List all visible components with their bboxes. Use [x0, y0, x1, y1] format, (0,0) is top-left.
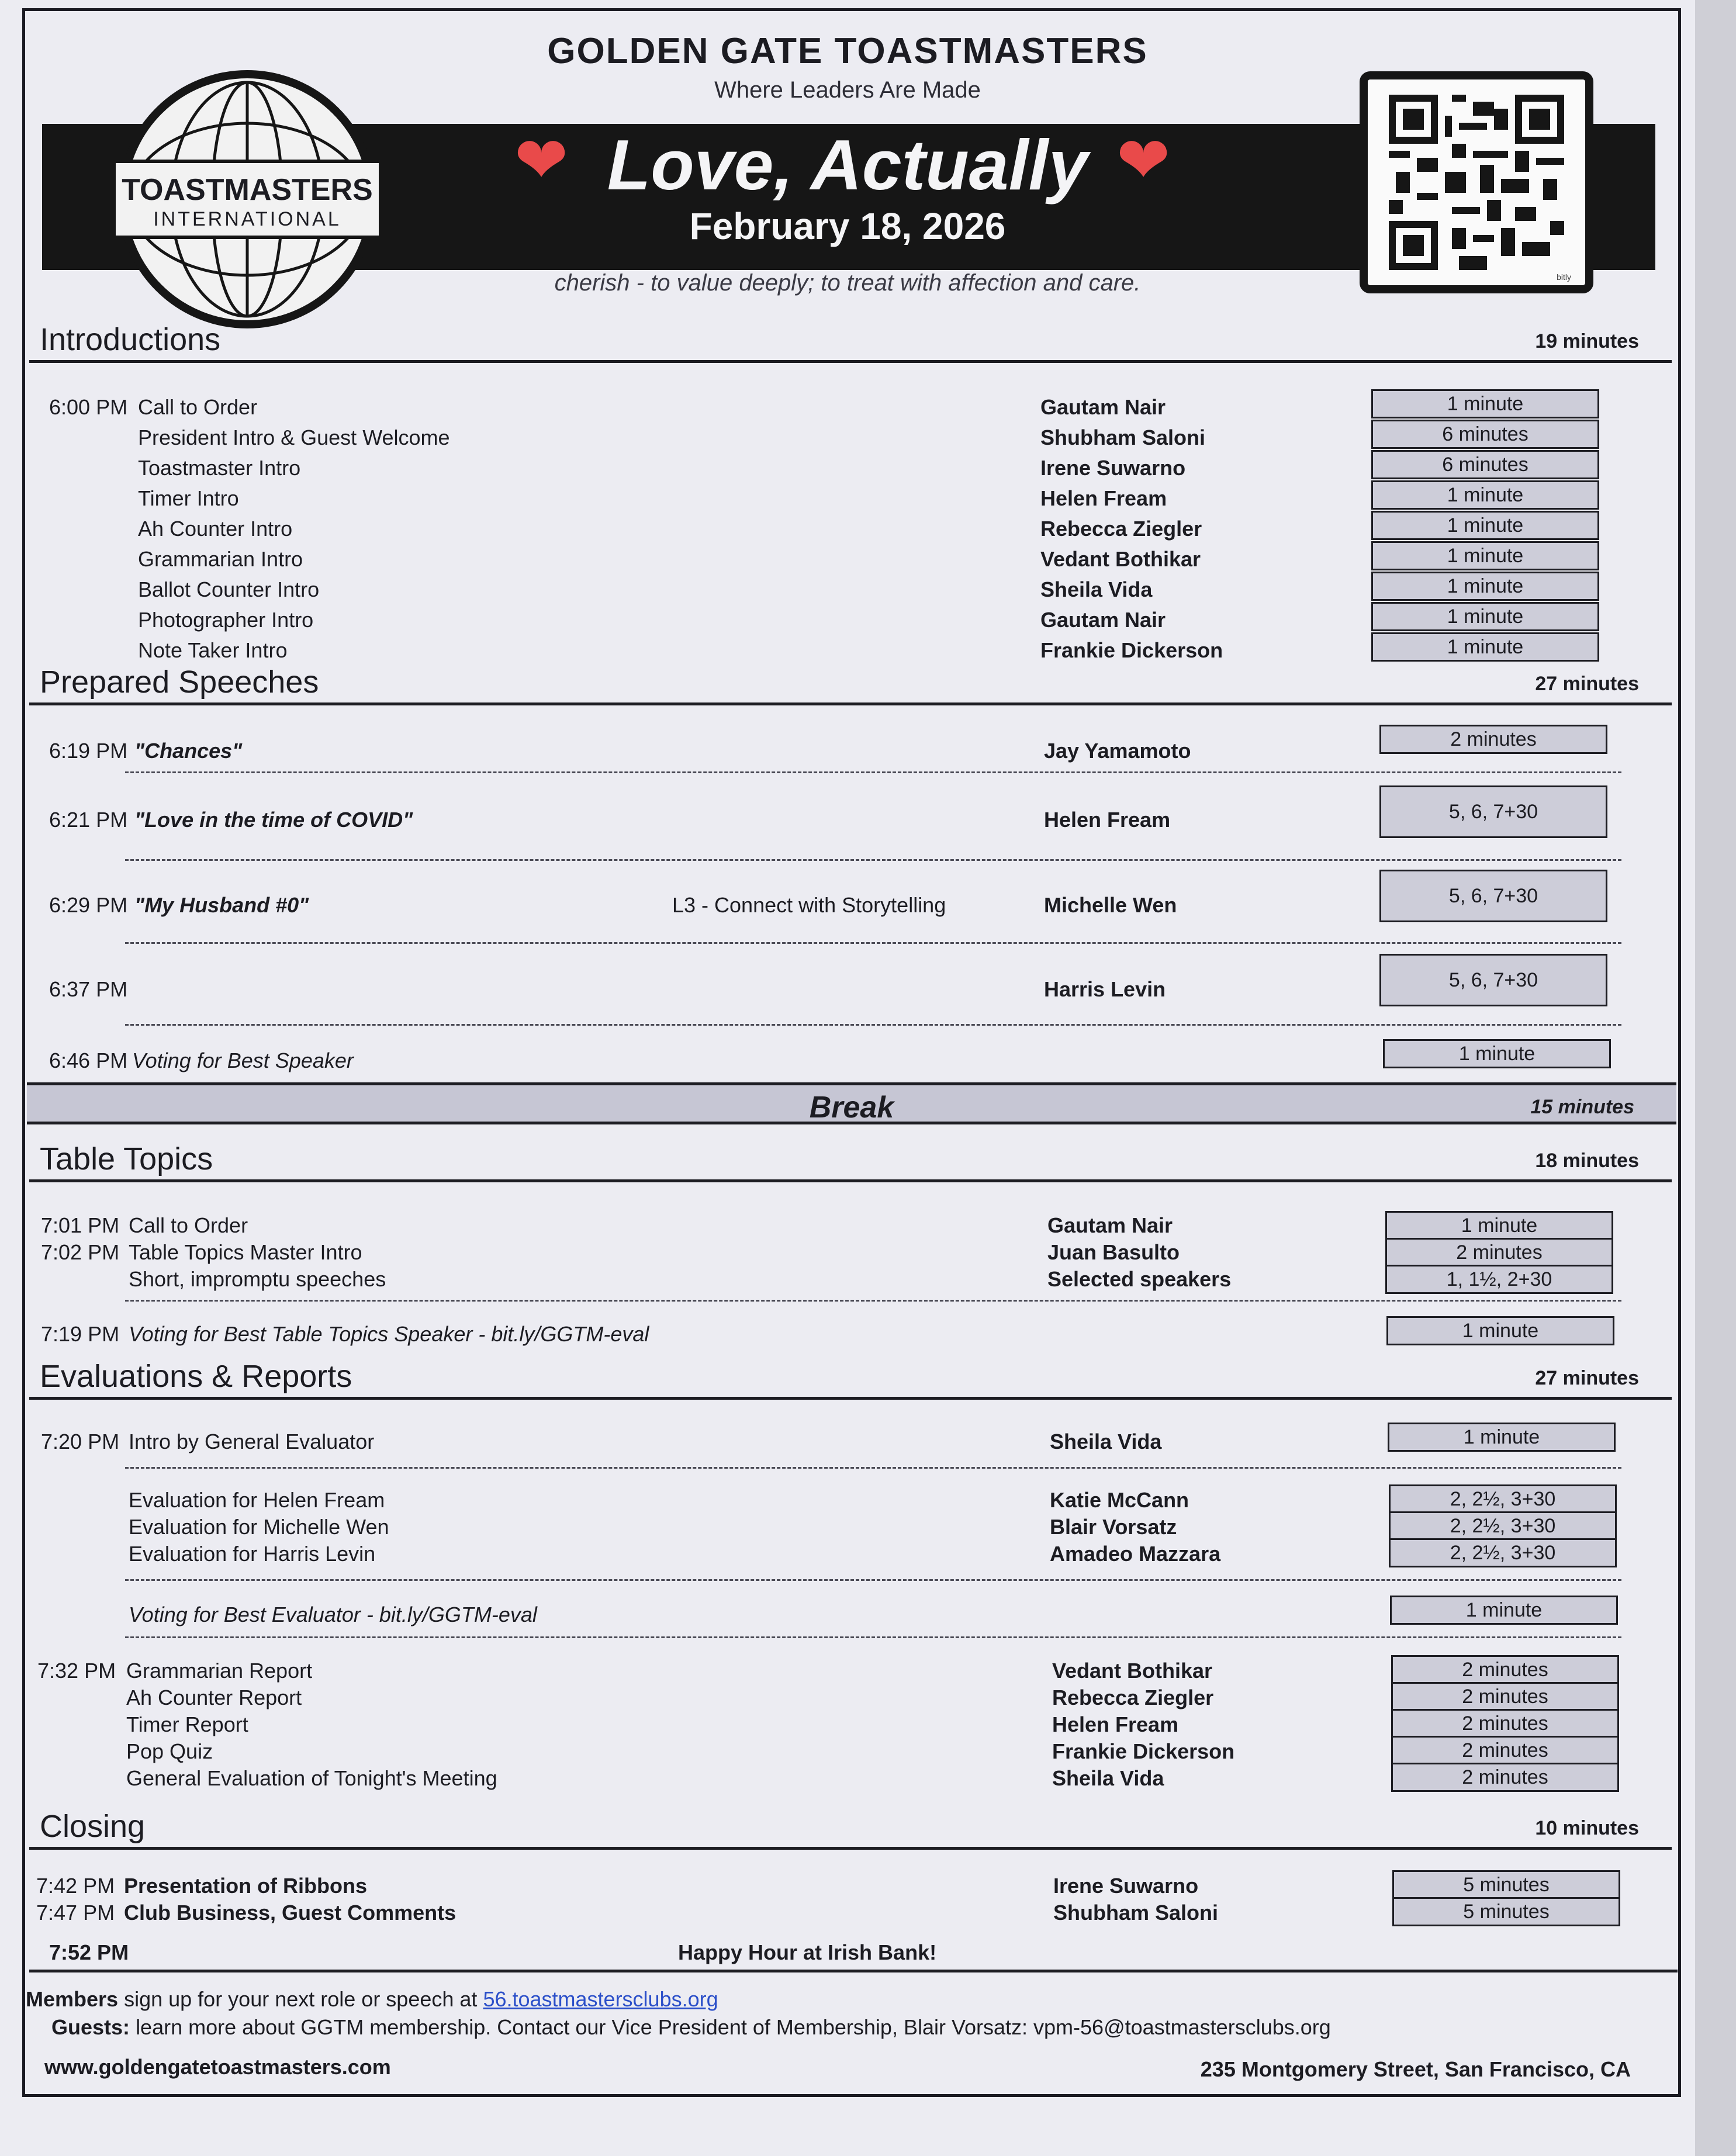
row-name: Rebecca Ziegler [1040, 517, 1202, 541]
row-name: Katie McCann [1050, 1488, 1189, 1512]
logo-word-bottom: INTERNATIONAL [153, 208, 341, 230]
members-text: sign up for your next role or speech at [124, 1987, 478, 2011]
meeting-date: February 18, 2026 [689, 205, 1006, 247]
row-name: Blair Vorsatz [1050, 1515, 1177, 1539]
row-name: Gautam Nair [1040, 608, 1166, 632]
time-allotment-box: 1 minute [1371, 511, 1599, 540]
section-title: Evaluations & Reports [40, 1359, 352, 1394]
section-title: Introductions [40, 322, 221, 357]
word-of-the-day: cherish - to value deeply; to treat with affection and care. [554, 270, 1141, 296]
time-allotment-box: 2 minutes [1379, 725, 1607, 754]
time-allotment-box: 1 minute [1371, 389, 1599, 418]
row-name: Sheila Vida [1052, 1766, 1164, 1790]
members-link[interactable]: 56.toastmastersclubs.org [483, 1987, 718, 2011]
toastmasters-logo [116, 68, 379, 331]
footer-members [26, 1987, 1678, 2012]
row-time: 7:42 PM [36, 1874, 115, 1898]
section-table-topics [29, 1142, 1678, 1182]
dashed-divider [125, 1300, 1621, 1302]
time-allotment-box: 1 minute [1371, 632, 1599, 662]
footer-rule [29, 1970, 1678, 1972]
section-duration: 10 minutes [1535, 1817, 1639, 1839]
row-time: 7:47 PM [36, 1901, 115, 1925]
row-time: 6:19 PM [49, 739, 128, 763]
row-item: Presentation of Ribbons [124, 1874, 368, 1898]
time-allotment-box: 1, 1½, 2+30 [1385, 1265, 1613, 1294]
row-name: Rebecca Ziegler [1052, 1686, 1214, 1709]
row-item: Toastmaster Intro [138, 456, 301, 480]
section-rule [29, 702, 1672, 705]
time-allotment-box: 2 minutes [1391, 1682, 1619, 1711]
section-rule [29, 1397, 1672, 1400]
time-allotment-box: 6 minutes [1371, 420, 1599, 449]
row-time: 6:21 PM [49, 808, 128, 832]
row-name: Helen Fream [1040, 486, 1167, 510]
break-duration: 15 minutes [1530, 1096, 1634, 1118]
dashed-divider [125, 771, 1621, 773]
section-duration: 27 minutes [1535, 1367, 1639, 1389]
time-allotment-box: 1 minute [1371, 541, 1599, 570]
row-name: Frankie Dickerson [1052, 1739, 1235, 1763]
row-name: Sheila Vida [1040, 577, 1153, 601]
row-time: 6:00 PM [49, 395, 128, 419]
row-item: Grammarian Intro [138, 547, 303, 571]
footer-website[interactable]: www.goldengatetoastmasters.com [44, 2055, 391, 2079]
section-rule [29, 1847, 1672, 1850]
speech-title: "Love in the time of COVID" [134, 808, 413, 832]
section-title: Closing [40, 1809, 146, 1844]
row-item: Timer Report [126, 1712, 248, 1736]
meeting-end-row [29, 1936, 1678, 1965]
row-item: Pop Quiz [126, 1739, 213, 1763]
speech-project: L3 - Connect with Storytelling [672, 893, 946, 917]
heart-icon: ❤ [514, 124, 569, 196]
row-time: 7:01 PM [41, 1213, 120, 1237]
row-time: 6:29 PM [49, 893, 128, 917]
row-name: Irene Suwarno [1053, 1874, 1199, 1898]
time-allotment-box: 2 minutes [1391, 1655, 1619, 1684]
time-allotment-box: 5 minutes [1392, 1870, 1620, 1899]
time-allotment-box: 1 minute [1386, 1316, 1614, 1345]
row-item: Call to Order [138, 395, 258, 419]
time-allotment-box: 2 minutes [1391, 1736, 1619, 1765]
row-item: Intro by General Evaluator [129, 1430, 375, 1454]
dashed-divider [125, 942, 1621, 944]
row-name: Jay Yamamoto [1044, 739, 1191, 763]
row-name: Shubham Saloni [1053, 1901, 1219, 1925]
row-name: Helen Fream [1044, 808, 1171, 832]
time-allotment-box: 1 minute [1371, 480, 1599, 510]
row-name: Sheila Vida [1050, 1430, 1162, 1454]
section-introductions [29, 323, 1678, 363]
row-item: Ah Counter Intro [138, 517, 293, 541]
row-time: 7:52 PM [49, 1940, 129, 1964]
section-title: Table Topics [40, 1141, 213, 1176]
time-allotment-box: 2 minutes [1391, 1709, 1619, 1738]
time-allotment-box: 5, 6, 7+30 [1379, 785, 1607, 838]
time-allotment-box: 1 minute [1388, 1423, 1616, 1452]
row-name: Amadeo Mazzara [1050, 1542, 1221, 1566]
section-duration: 19 minutes [1535, 330, 1639, 352]
section-duration: 18 minutes [1535, 1150, 1639, 1172]
dashed-divider [125, 1636, 1621, 1638]
row-item: Call to Order [129, 1213, 248, 1237]
row-name: Gautam Nair [1047, 1213, 1173, 1237]
time-allotment-box: 2 minutes [1391, 1763, 1619, 1792]
row-name: Michelle Wen [1044, 893, 1177, 917]
row-time: 7:20 PM [41, 1430, 120, 1454]
row-item: Table Topics Master Intro [129, 1240, 362, 1264]
row-name: Irene Suwarno [1040, 456, 1186, 480]
row-name: Frankie Dickerson [1040, 638, 1223, 662]
row-time: 6:37 PM [49, 977, 128, 1001]
row-item: Short, impromptu speeches [129, 1267, 386, 1291]
logo-word-top: TOASTMASTERS [122, 173, 373, 207]
section-title: Prepared Speeches [40, 665, 319, 700]
row-item: Evaluation for Michelle Wen [129, 1515, 389, 1539]
time-allotment-box: 5 minutes [1392, 1897, 1620, 1926]
qr-code[interactable] [1360, 71, 1593, 293]
row-name: Shubham Saloni [1040, 425, 1206, 449]
row-time: 7:32 PM [37, 1659, 116, 1683]
time-allotment-box: 2, 2½, 3+30 [1389, 1511, 1617, 1541]
row-name: Gautam Nair [1040, 395, 1166, 419]
row-time: 6:46 PM [49, 1048, 128, 1072]
speech-title: "My Husband #0" [134, 893, 309, 917]
row-time: 7:02 PM [41, 1240, 120, 1264]
heart-icon: ❤ [1116, 124, 1171, 196]
time-allotment-box: 2 minutes [1385, 1238, 1613, 1267]
row-item: President Intro & Guest Welcome [138, 425, 450, 449]
meeting-theme: Love, Actually [607, 125, 1088, 205]
guests-label: Guests: [51, 2015, 130, 2039]
row-item: Timer Intro [138, 486, 239, 510]
section-closing [29, 1809, 1678, 1850]
dashed-divider [125, 1579, 1621, 1581]
speech-title: "Chances" [134, 739, 243, 763]
row-item: Ballot Counter Intro [138, 577, 320, 601]
section-rule [29, 1179, 1672, 1182]
dashed-divider [125, 859, 1621, 861]
club-name: GOLDEN GATE TOASTMASTERS [547, 31, 1148, 71]
row-name: Juan Basulto [1047, 1240, 1180, 1264]
time-allotment-box: 2, 2½, 3+30 [1389, 1484, 1617, 1514]
row-name: Selected speakers [1047, 1267, 1232, 1291]
footer-guests [51, 2015, 1703, 2040]
time-allotment-box: 1 minute [1383, 1039, 1611, 1068]
section-rule [29, 360, 1672, 363]
row-item: Club Business, Guest Comments [124, 1901, 457, 1925]
row-item: Ah Counter Report [126, 1686, 302, 1709]
time-allotment-box: 6 minutes [1371, 450, 1599, 479]
time-allotment-box: 1 minute [1371, 572, 1599, 601]
row-name: Vedant Bothikar [1040, 547, 1201, 571]
qr-caption: bitly [1557, 272, 1571, 282]
break-bar [27, 1082, 1676, 1124]
row-name: Helen Fream [1052, 1712, 1179, 1736]
club-tagline: Where Leaders Are Made [714, 77, 981, 103]
section-prepared-speeches [29, 665, 1678, 705]
footer-address: 235 Montgomery Street, San Francisco, CA [1200, 2057, 1631, 2081]
voting-label: Voting for Best Table Topics Speaker - bit.ly/GGTM-eval [129, 1322, 649, 1346]
row-name: Harris Levin [1044, 977, 1166, 1001]
row-item: Note Taker Intro [138, 638, 288, 662]
time-allotment-box: 2, 2½, 3+30 [1389, 1538, 1617, 1567]
time-allotment-box: 5, 6, 7+30 [1379, 954, 1607, 1006]
break-label: Break [809, 1091, 894, 1124]
row-name: Vedant Bothikar [1052, 1659, 1213, 1683]
time-allotment-box: 5, 6, 7+30 [1379, 870, 1607, 922]
row-item: Evaluation for Harris Levin [129, 1542, 376, 1566]
row-item: Grammarian Report [126, 1659, 313, 1683]
members-label: Members [26, 1987, 119, 2011]
row-item: Evaluation for Helen Fream [129, 1488, 385, 1512]
dashed-divider [125, 1024, 1621, 1026]
voting-label: Voting for Best Evaluator - bit.ly/GGTM-eval [129, 1603, 537, 1626]
time-allotment-box: 1 minute [1390, 1596, 1618, 1625]
happy-hour-note: Happy Hour at Irish Bank! [678, 1940, 937, 1964]
section-evaluations [29, 1359, 1678, 1400]
row-item: General Evaluation of Tonight's Meeting [126, 1766, 497, 1790]
guests-text: learn more about GGTM membership. Contact our Vice President of Membership, Blair Vorsatz: vpm-56@toastmastersclubs.org [136, 2015, 1331, 2039]
section-duration: 27 minutes [1535, 673, 1639, 695]
row-time: 7:19 PM [41, 1322, 120, 1346]
voting-label: Voting for Best Speaker [132, 1048, 354, 1072]
dashed-divider [125, 1467, 1621, 1469]
time-allotment-box: 1 minute [1371, 602, 1599, 631]
row-item: Photographer Intro [138, 608, 314, 632]
time-allotment-box: 1 minute [1385, 1211, 1613, 1240]
